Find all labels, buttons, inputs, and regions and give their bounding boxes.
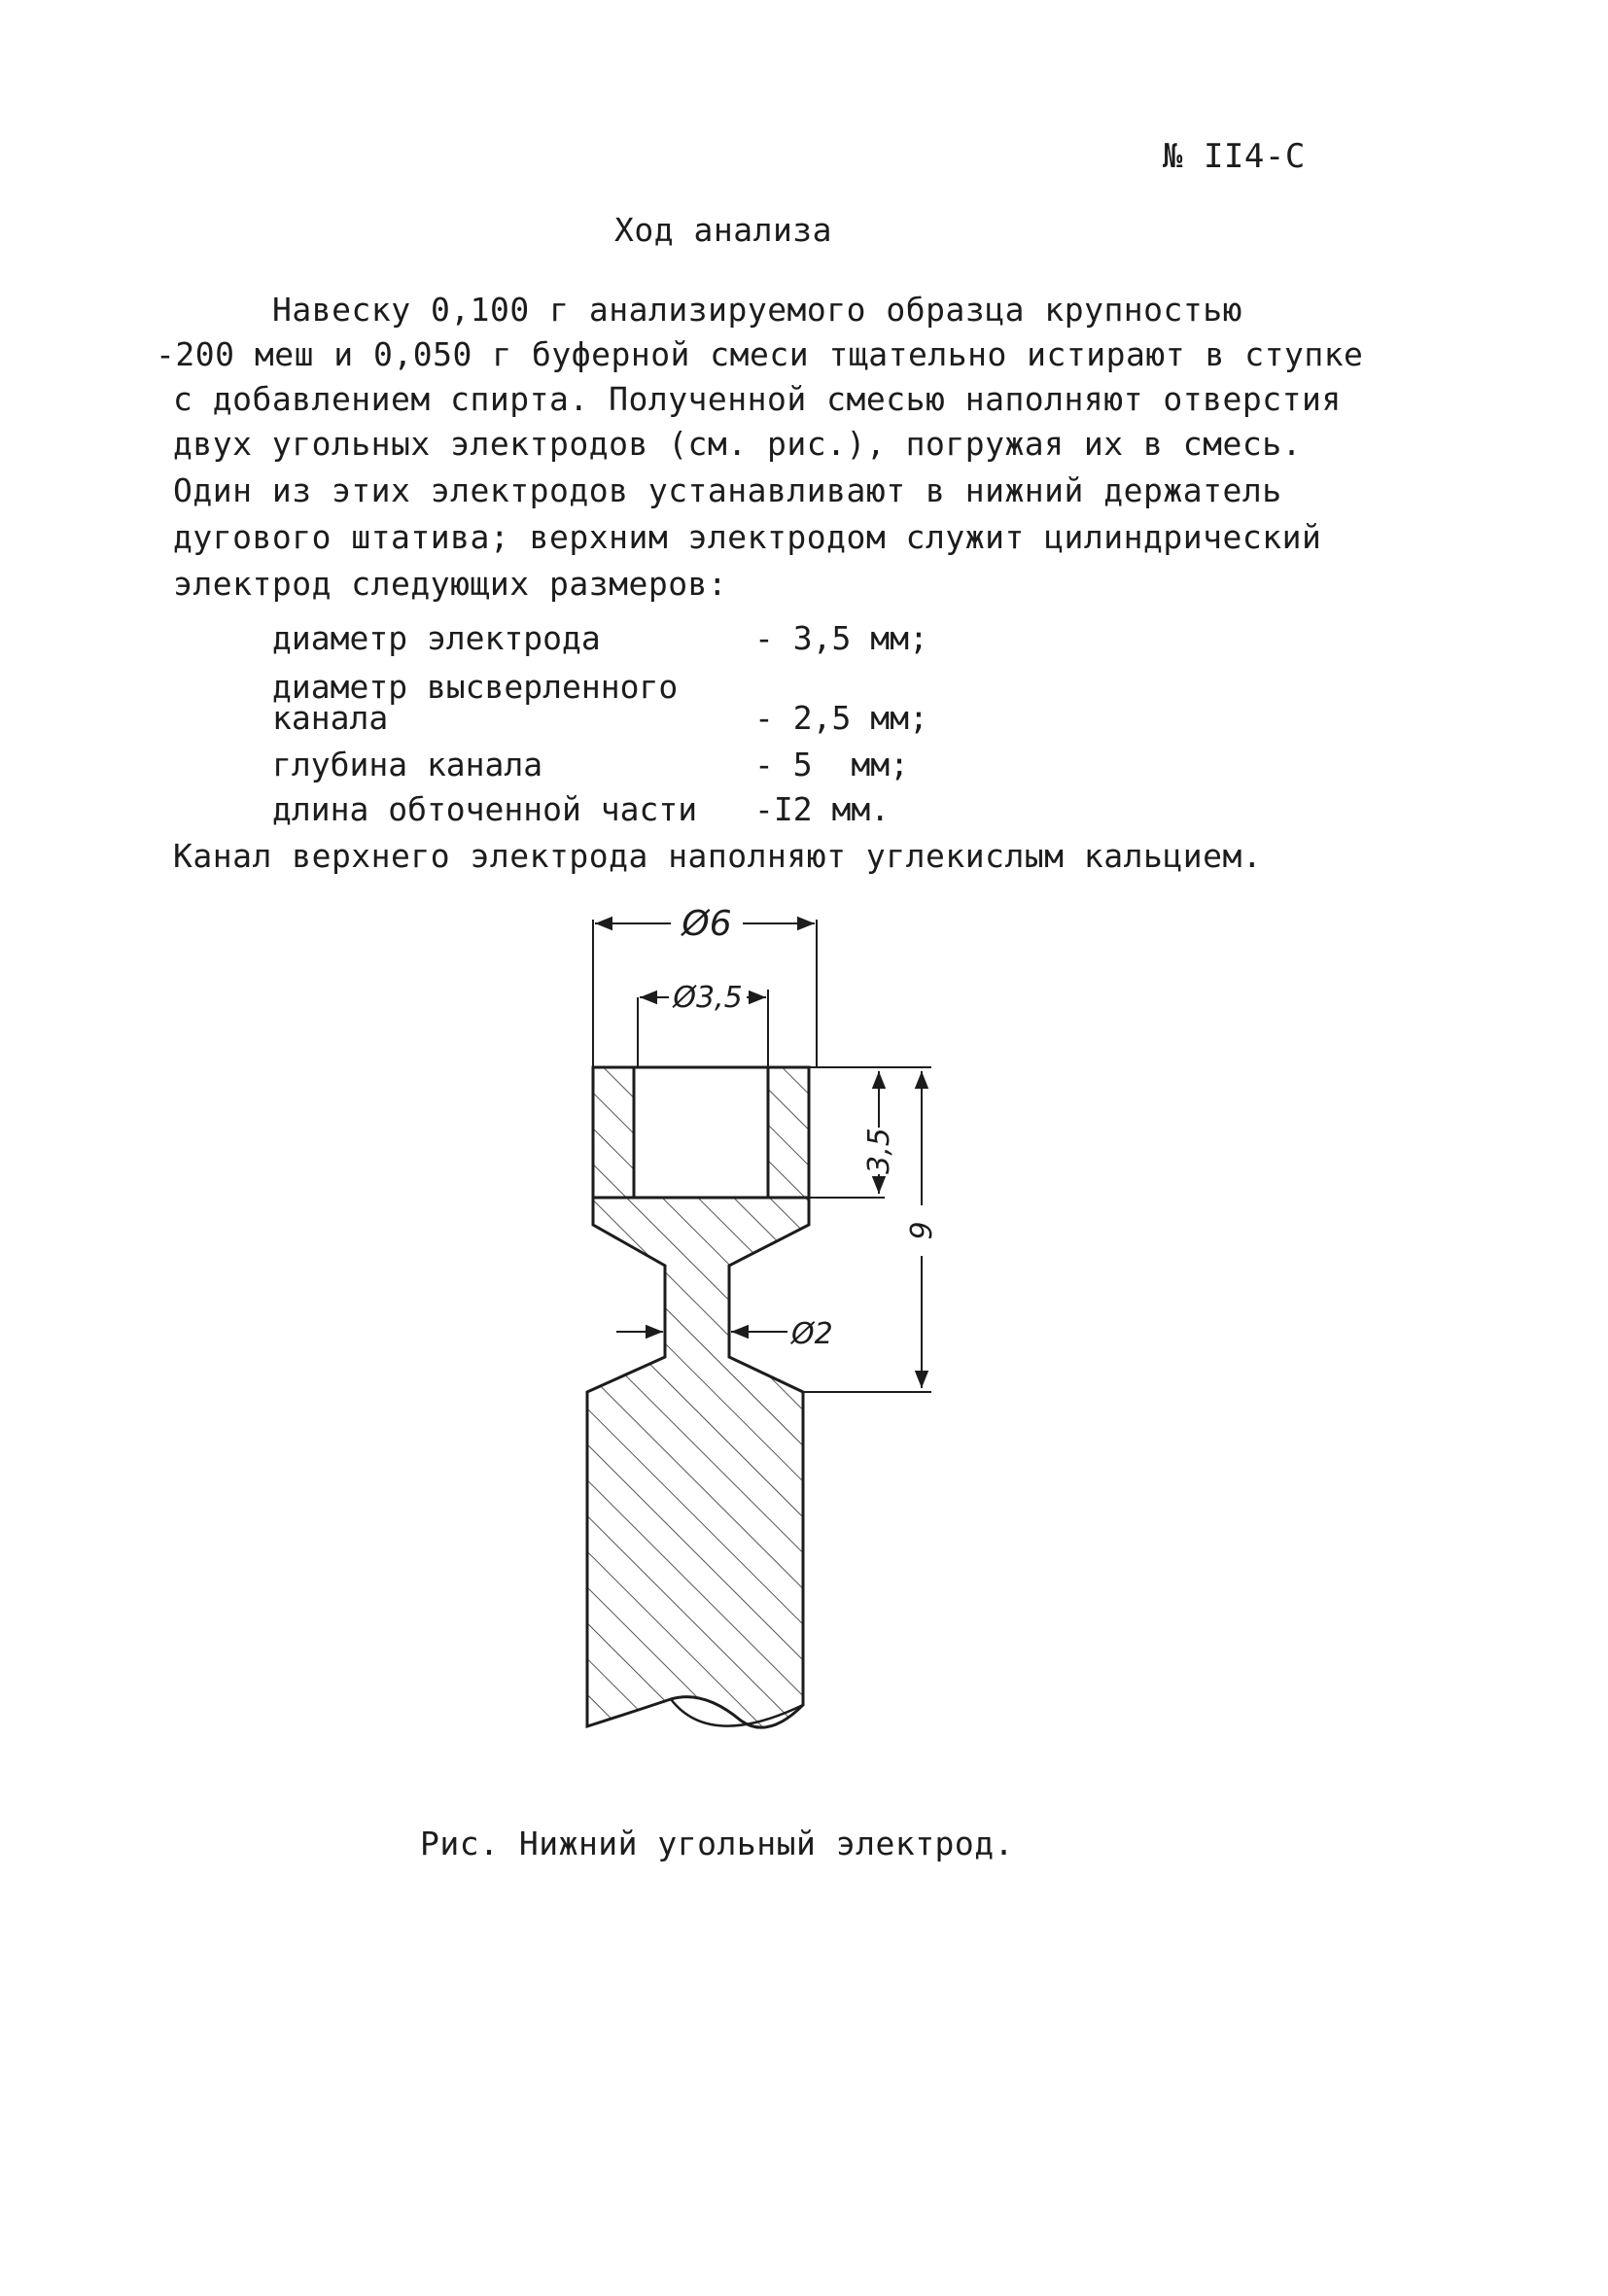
paragraph-line: дугового штатива; верхним электродом служит цилиндрический: [173, 518, 1322, 556]
page-number: № II4-С: [1163, 137, 1306, 176]
spec-name: диаметр электрода: [272, 619, 601, 657]
dim-outer-diameter: Ø6: [682, 904, 732, 944]
paragraph-line: двух угольных электродов (см. рис.), погружая их в смесь.: [173, 425, 1302, 463]
paragraph-line: Один из этих электродов устанавливают в нижний держатель: [173, 471, 1282, 509]
dim-channel-depth: 3,5: [862, 1128, 896, 1174]
dim-channel-diameter: Ø3,5: [673, 981, 743, 1015]
spec-value: -I2 мм.: [754, 790, 891, 828]
paragraph-line: Навеску 0,100 г анализируемого образца крупностью: [272, 291, 1243, 329]
dim-neck-diameter: Ø2: [791, 1317, 833, 1351]
closing-sentence: Канал верхнего электрода наполняют углекислым кальцием.: [173, 837, 1263, 875]
spec-name: длина обточенной части: [272, 790, 698, 828]
spec-name: глубина канала: [272, 746, 543, 783]
spec-value: - 5 мм;: [754, 746, 909, 783]
paragraph-line: с добавлением спирта. Полученной смесью наполняют отверстия: [173, 380, 1342, 418]
electrode-right-wall: [768, 1067, 809, 1198]
electrode-body: [587, 1198, 809, 1727]
spec-value: - 3,5 мм;: [754, 619, 928, 657]
spec-name: канала: [272, 699, 389, 737]
dim-total-height: 9: [905, 1221, 939, 1240]
paragraph-line: -200 меш и 0,050 г буферной смеси тщательно истирают в ступке: [156, 335, 1364, 373]
figure-caption: Рис. Нижний угольный электрод.: [420, 1825, 1015, 1862]
electrode-left-wall: [593, 1067, 634, 1198]
paragraph-line: электрод следующих размеров:: [173, 565, 728, 603]
spec-value: - 2,5 мм;: [754, 699, 928, 737]
section-title: Ход анализа: [614, 211, 833, 249]
spec-name: диаметр высверленного: [272, 668, 679, 706]
